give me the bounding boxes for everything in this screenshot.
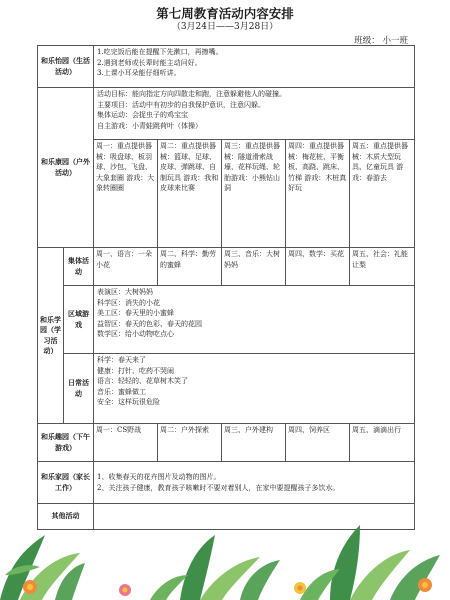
label-daily: 日常活动 [64,354,94,424]
label-afternoon: 和乐趣园（下午游戏） [38,424,94,462]
daily-content [94,354,415,424]
daily-item: 语言：轻轻的、花草树木笑了 [97,377,188,385]
area-item: 科学区：消失的小花 [97,298,160,307]
area-content [94,286,415,354]
row-area-game [38,286,415,354]
outdoor-day: 周二：重点提供器械：篮球、足球、皮球、弹跳球、自制玩具 游戏：我和皮球来比赛 [158,140,222,248]
right-leaves [300,525,440,600]
pink-flower-icon [119,584,131,596]
label-group: 集体活动 [64,248,94,286]
label-area: 区域游戏 [64,286,94,354]
group-day: 周四、数学：买花 [286,248,350,286]
outdoor-goals [94,88,415,140]
group-day: 周一、语言：一朵小花 [94,248,158,286]
schedule-table [37,45,415,530]
life-content [94,46,415,88]
daily-item: 科学：春天来了 [97,356,146,364]
left-leaves [0,535,85,600]
afternoon-day: 周一：CS野战 [94,424,158,462]
yellow-flower-icon [294,582,306,594]
group-day: 周五、社会：礼能让梨 [350,248,415,286]
area-item: 益智区：春天的色彩、春天的花园 [97,319,202,328]
daily-item: 音乐：蜜蜂做工 [97,387,146,396]
outdoor-day: 周三：重点提供器械：隧道滑索战壕、花样玩绳、轮胎游戏：小熊钻山洞 [222,140,286,248]
area-item: 美工区：春天里的小蜜蜂 [97,309,174,317]
other-content [94,504,415,530]
area-item: 数学区：给小动物吃点心 [97,330,174,338]
afternoon-day: 周三、户外建构 [222,424,286,462]
group-day: 周二、科学：勤劳的蜜蜂 [158,248,222,286]
afternoon-day: 周四、饲养区 [286,424,350,462]
family-item: 2、关注孩子健康，教育孩子咳嗽时不要对着别人，在家中要提醒孩子多饮水。 [97,483,340,492]
family-content [94,462,415,504]
row-life [38,46,415,88]
label-other: 其他活动 [38,504,94,530]
outdoor-goal: 活动目标：能向指定方向四散走和跑，注意躲避他人的碰撞。 [97,90,286,98]
orange-flower-icon [418,578,432,592]
orange-flower-icon [23,580,37,594]
row-afternoon [38,424,415,462]
center-leaves [150,535,280,600]
row-family [38,462,415,504]
row-outdoor-goals [38,88,415,140]
outdoor-day: 周五：重点提供器械：木质大型玩具、亿童玩具 游戏：春游去 [350,140,415,248]
outdoor-goal: 主要项目：活动中有初步的自我保护意识，注意闪躲。 [97,100,265,109]
outdoor-goal: 集体运动：会捉虫子的鸡宝宝 [97,111,188,119]
row-other [38,504,415,530]
label-outdoor: 和乐康园（户外活动） [38,88,94,248]
row-daily [38,354,415,424]
afternoon-day: 周五、滴滴出行 [350,424,415,462]
group-day: 周三、音乐：大树妈妈 [222,248,286,286]
label-life: 和乐怡园（生活活动） [38,46,94,88]
class-label: 班级： 小一班 [354,36,408,46]
row-outdoor-days [38,140,415,248]
family-item: 1、收集春天的花卉图片及动物的图片。 [97,473,221,481]
afternoon-day: 周二：户外探索 [158,424,222,462]
life-item: 3.上课小耳朵能仔细听讲。 [97,69,181,77]
daily-item: 安全：这样玩很危险 [97,398,160,406]
outdoor-day: 周一：重点提供器械：吸盘球、板羽球、沙包、飞盘、大象套圈 游戏：大象转圈圈 [94,140,158,248]
life-item: 1.吃完饭后能在提醒下先漱口，再擦嘴。 [97,48,223,56]
label-learning: 和乐学园（学习活动） [38,248,64,424]
life-item: 2.遇到老师或长辈时能主动问好。 [97,58,202,67]
date-range: （3月24日——3月28日） [171,22,279,32]
row-group-activity [38,248,415,286]
page-title: 第七周教育活动内容安排 [156,6,294,21]
daily-item: 健康：打针、吃药不哭闹 [97,366,174,375]
outdoor-goal: 自主游戏：小青蛙跳荷叶（体操） [97,121,202,130]
outdoor-day: 周四：重点提供器械：梅花桩、平衡板、高跷、跳床、竹梯 游戏：木桩真好玩 [286,140,350,248]
label-family: 和乐家园（家长工作） [38,462,94,504]
area-item: 表演区：大树妈妈 [97,288,153,296]
